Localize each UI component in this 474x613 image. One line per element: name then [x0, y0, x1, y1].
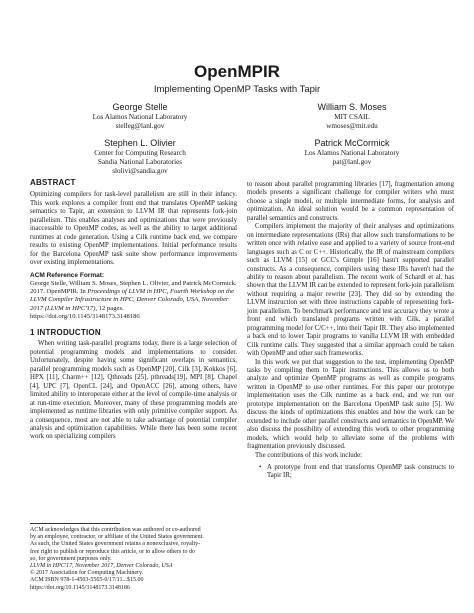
footnote-line: ACM acknowledges that this contribution was authored or co-authored	[30, 527, 201, 533]
footnote-line: free right to publish or reproduce this article, or to allow others to do	[30, 548, 195, 555]
intro-paragraph: Compilers implement the majority of their analyses and optimizations on intermediate representations (IRs) that allow such transformations to be written once with relative ease and applied to a variety of source front-end languages such as C or C++. Historically, the IR of mainstream compilers such as LLVM [15] or GCC's Gimple [16] hasn't supported parallel constructs. As a consequence, compilers using these IRs haven't had the ability to reason about parallelism. The recent work of Schardl et al. has shown that the LLVM IR can be extended to represent fork-join parallelism without requiring a major rewrite [23]. They did so by extending the LLVM instruction set with three instructions capable of representing fork-join parallelism. To benchmark performance and test accuracy they wrote a front end which translated programs written with Cilk, a parallel programming model for C/C++, into their Tapir IR. They also implemented a back end to lower Tapir programs to vanilla LLVM IR with embedded Cilk runtime calls. They suggested that a similar approach could be taken with OpenMP and other such frameworks.	[247, 223, 454, 358]
footnote-doi-link[interactable]: https://doi.org/10.1145/3148173.3148186	[30, 584, 130, 591]
author-email: stelleg@lanl.gov	[115, 122, 165, 131]
contributions-list	[247, 464, 454, 481]
author-affiliation: Center for Computing Research	[94, 149, 186, 157]
author-affiliation: MIT CSAIL	[334, 113, 370, 121]
footnote-line: © 2017 Association for Computing Machinery.	[30, 570, 144, 577]
author-name: George Stelle	[112, 102, 168, 112]
author-block	[60, 102, 220, 131]
acm-format-citation	[30, 280, 237, 321]
citation-venue: Proceedings of LLVM in HPC, Fourth Workshop on the LLVM Compiler Infrastructure in HPC, Denver Colorado, USA, November 2017 (LLVM in HPC'17),	[30, 288, 235, 312]
author-affiliation: Sandia National Laboratories	[97, 158, 183, 167]
abstract-heading: ABSTRACT	[30, 178, 76, 187]
introduction-heading: 1 INTRODUCTION	[30, 328, 101, 337]
author-affiliation: Los Alamos National Laboratory	[304, 149, 400, 157]
citation-pages: 12 pages.	[97, 304, 124, 312]
list-item-text: A prototype front end that transforms OpenMP task constructs to Tapir IR;	[267, 463, 454, 480]
intro-paragraph: In this work we put that suggestion to the test, implementing OpenMP tasks by compiling them to Tapir instructions. This allows us to both analyze and optimize OpenMP programs as well as compile programs written in OpenMP to use other runtimes. For this paper our prototype implementation uses the Cilk runtime as a back end, and we run our prototype implementation on the Barcelona OpenMP task suite [5]. We discuss the kinds of optimizations this enables and how the work can be extended to include other parallel constructs and semantics in OpenMP. We also discuss the possibility of extending this work to other programming models, which would help to alleviate some of the problems with fragmentation previously discussed.	[247, 358, 454, 451]
acm-format-heading: ACM Reference Format:	[30, 271, 105, 279]
intro-paragraph: The contributions of this work include:	[255, 451, 363, 459]
author-name: Patrick McCormick	[314, 138, 390, 148]
author-email: wmoses@mit.edu	[326, 122, 378, 131]
intro-paragraph: When writing task-parallel programs today, there is a large selection of potential programming models and implementations to consider. Unfortunately, despite having some significant overlaps in semantics, parallel programming models such as OpenMP [20], Cilk [3], Kokkos [6], HPX [11], Charm++ [12], Qthreads [25], pthreads[19], MPI [8], Chapel [4], UPC [7], OpenCL [24], and OpenACC [26], among others, have limited ability to interoperate either at the level of compile-time analysis or at run-time execution. Moreover, many of these programming models are implemented as runtime libraries with only primitive compiler support. As a consequence, most are not able to take advantage of potential compiler analysis and optimization capabilities. While there has been some recent work on specializing compilers	[30, 340, 237, 441]
footnote-venue: LLVM in HPC'17, November 2017, Denver Colorado, USA	[30, 563, 173, 570]
footnote-line: by an employee, contractor, or affiliate of the United States government.	[30, 534, 204, 541]
footnote-line: ACM ISBN 978-1-4503-5565-0/17/11...$15.00	[30, 577, 144, 584]
author-name: William S. Moses	[317, 102, 387, 112]
footnote-divider	[30, 523, 120, 524]
paper-subtitle: Implementing OpenMP Tasks with Tapir	[153, 84, 321, 95]
list-item	[247, 464, 454, 481]
author-block	[60, 138, 220, 177]
citation-text: George Stelle, William S. Moses, Stephen L. Olivier, and Patrick McCormick. 2017. OpenMPIR. In	[30, 279, 237, 296]
copyright-footnote	[30, 523, 237, 592]
author-email: pat@lanl.gov	[332, 158, 372, 167]
bullet-icon: •	[259, 463, 262, 471]
author-block	[272, 138, 432, 167]
right-column	[247, 181, 454, 481]
paper-title: OpenMPIR	[194, 62, 280, 81]
left-column	[30, 179, 237, 442]
intro-paragraph: to reason about parallel programming libraries [17], fragmentation among models presents a significant challenge for compiler writers who must choose a single model, or multiple intermediate forms, for analysis and optimization. An ideal solution would be a common representation of parallel semantics and constructs.	[247, 181, 454, 222]
author-affiliation: Los Alamos National Laboratory	[92, 113, 188, 121]
footnote-line: so, for government purposes only.	[30, 555, 112, 562]
author-email: slolivi@sandia.gov	[112, 167, 168, 176]
citation-doi-link[interactable]: https://doi.org/10.1145/3148173.3148186	[30, 312, 140, 320]
abstract-text: Optimizing compilers for task-level parallelism are still in their infancy. This work explores a compiler front end that translates OpenMP tasking semantics to Tapir, an extension to LLVM IR that represents fork-join parallelism. This enables analyses and optimizations that were previously inaccessible to OpenMP codes, as well as the ability to target additional runtimes at code generation. Using a Cilk runtime back end, we compare results to existing OpenMP implementations. Initial performance results for the Barcelona OpenMP task suite show performance improvements over existing implementations.	[30, 191, 237, 267]
footnote-line: As such, the United States government retains a nonexclusive, royalty-	[30, 541, 201, 548]
author-name: Stephen L. Olivier	[104, 138, 176, 148]
author-block	[272, 102, 432, 131]
